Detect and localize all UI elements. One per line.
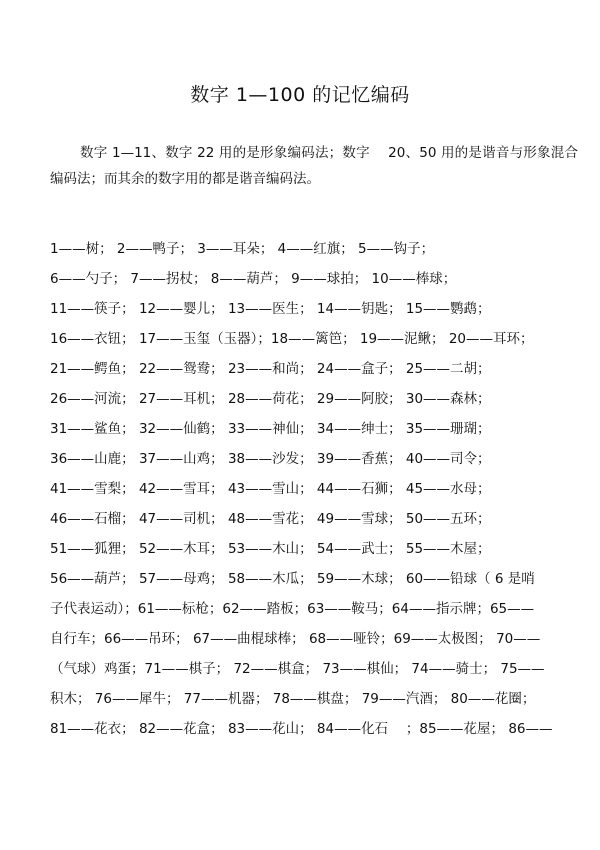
intro-paragraph: 数字 1—11、数字 22 用的是形象编码法；数字 20、50 用的是谐音与形象混合编码法；而其余的数字用的都是谐音编码法。	[50, 145, 578, 187]
code-line: （气球）鸡蛋；71——棋子； 72——棋盒； 73——棋仙； 74——骑士； 75——	[50, 661, 545, 677]
code-line: 26——河流； 27——耳机； 28——荷花； 29——阿胶； 30——森林；	[50, 391, 491, 407]
document-title: 数字 1—100 的记忆编码	[190, 84, 410, 106]
code-line: 21——鳄鱼； 22——鸳鸯； 23——和尚； 24——盒子； 25——二胡；	[50, 361, 491, 377]
code-line: 16——衣钮； 17——玉玺（玉器）；18——篱笆； 19——泥鳅； 20——耳环；	[50, 331, 534, 347]
code-line: 51——狐狸； 52——木耳； 53——木山； 54——武士； 55——木屋；	[50, 541, 491, 557]
code-line: 6——勺子； 7——拐杖； 8——葫芦； 9——球拍； 10——棒球；	[50, 271, 457, 287]
code-line: 子代表运动）；61——标枪；62——踏板；63——鞍马；64——指示牌；65——	[50, 601, 535, 617]
code-line: 56——葫芦； 57——母鸡； 58——木瓜； 59——木球； 60——铅球（ 6 是哨	[50, 571, 535, 587]
code-line: 自行车；66——吊环； 67——曲棍球棒； 68——哑铃；69——太极图； 70——	[50, 631, 541, 647]
code-line: 1——树； 2——鸭子； 3——耳朵； 4——红旗； 5——钩子；	[50, 241, 435, 257]
code-line: 81——花衣； 82——花盒； 83——花山； 84——化石 ；85——花屋； 86——	[50, 721, 553, 737]
code-line: 36——山鹿； 37——山鸡； 38——沙发； 39——香蕉； 40——司令；	[50, 451, 491, 467]
number-code-list	[50, 234, 580, 744]
code-line: 11——筷子； 12——婴儿； 13——医生； 14——钥匙； 15——鹦鹉；	[50, 301, 491, 317]
code-line: 积木； 76——犀牛； 77——机器； 78——棋盘； 79——汽酒； 80——花圈；	[50, 691, 536, 707]
code-line: 31——鲨鱼； 32——仙鹤； 33——神仙； 34——绅士； 35——珊瑚；	[50, 421, 491, 437]
code-line: 46——石榴； 47——司机； 48——雪花； 49——雪球； 50——五环；	[50, 511, 491, 527]
code-line: 41——雪梨； 42——雪耳； 43——雪山； 44——石狮； 45——水母；	[50, 481, 491, 497]
